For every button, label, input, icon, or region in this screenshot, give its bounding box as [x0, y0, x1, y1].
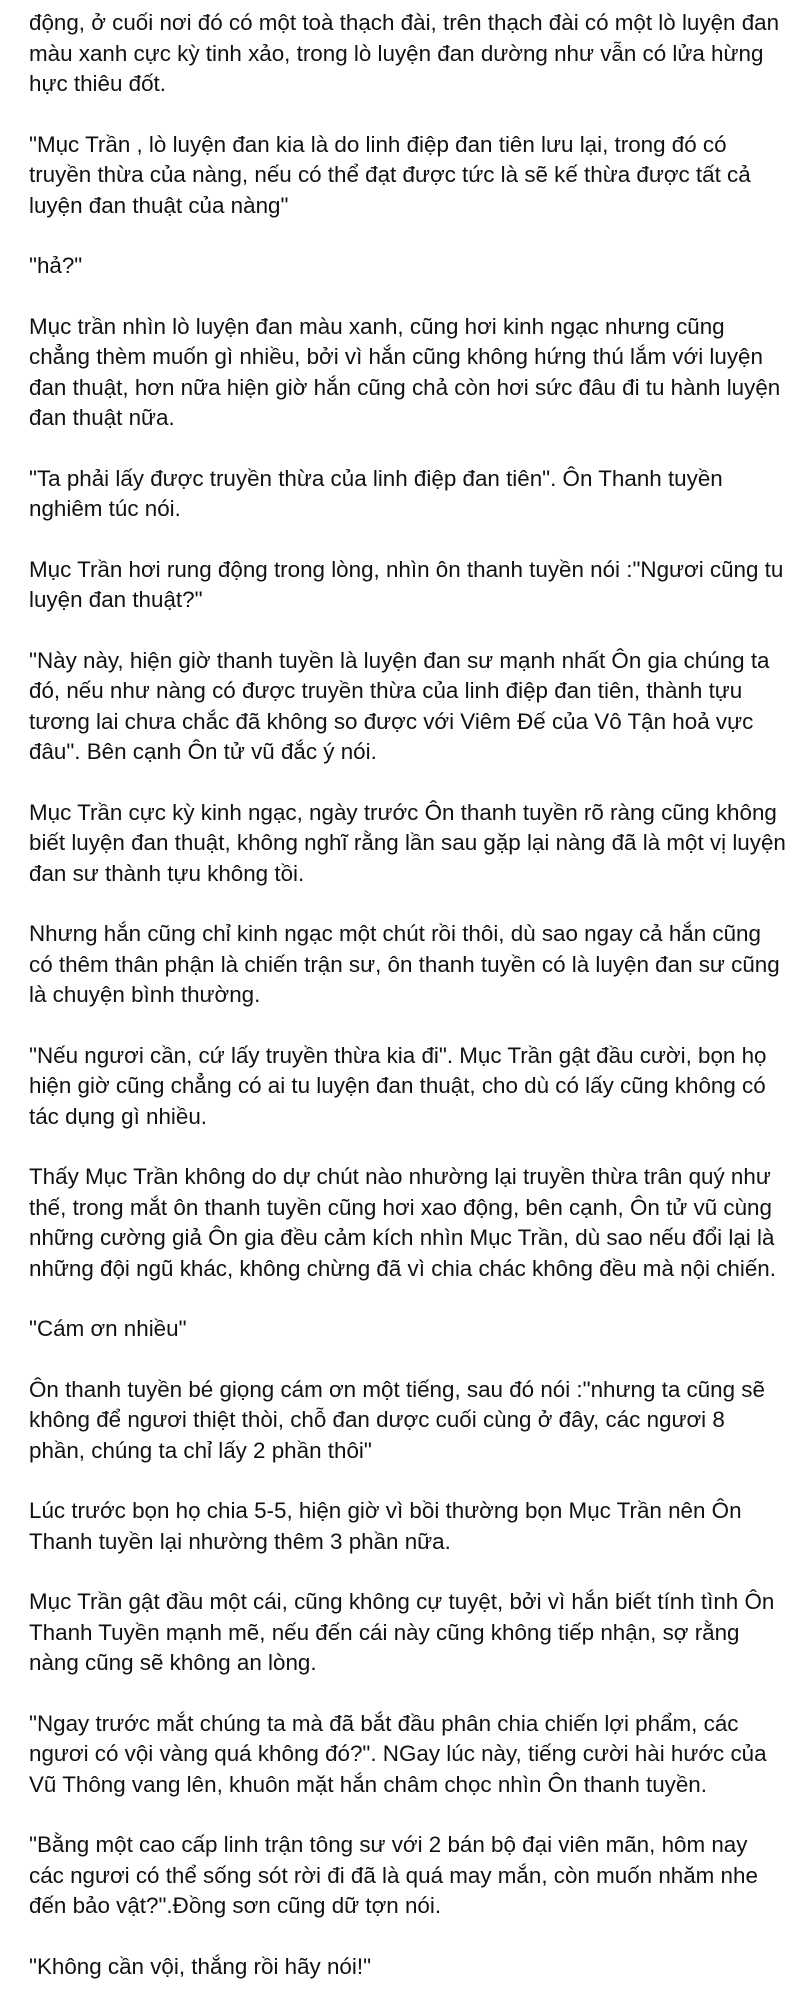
paragraph-7: "Này này, hiện giờ thanh tuyền là luyện đan sư mạnh nhất Ôn gia chúng ta đó, nếu như nàng có được truyền thừa của linh điệp đan tiên, thành tựu tương lai chưa chắc đã không so được với Viêm Đế của Vô Tận hoả vực đâu". Bên cạnh Ôn tử vũ đắc ý nói. — [29, 647, 770, 764]
paragraph-4: Mục trần nhìn lò luyện đan màu xanh, cũng hơi kinh ngạc nhưng cũng chẳng thèm muốn gì nhiều, bởi vì hắn cũng không hứng thú lắm với luyện đan thuật, hơn nữa hiện giờ hắn cũng chả còn hơi sức đâu đi tu hành luyện đan thuật nữa. — [29, 313, 781, 430]
paragraph-15: Mục Trần gật đầu một cái, cũng không cự tuyệt, bởi vì hắn biết tính tình Ôn Thanh Tuyền mạnh mẽ, nếu đến cái này cũng không tiếp nhận, sợ rằng nàng cũng sẽ không an lòng. — [29, 1589, 775, 1675]
paragraph-14: Lúc trước bọn họ chia 5-5, hiện giờ vì bồi thường bọn Mục Trần nên Ôn Thanh tuyền lại nhường thêm 3 phần nữa. — [29, 1498, 742, 1554]
paragraph-12: "Cám ơn nhiều" — [29, 1316, 187, 1341]
paragraph-16: "Ngay trước mắt chúng ta mà đã bắt đầu phân chia chiến lợi phẩm, các ngươi có vội vàng quá không đó?". NGay lúc này, tiếng cười hài hước của Vũ Thông vang lên, khuôn mặt hắn châm chọc nhìn Ôn thanh tuyền. — [29, 1710, 767, 1797]
paragraph-18: "Không cần vội, thắng rồi hãy nói!" — [29, 1953, 372, 1979]
paragraph-5: "Ta phải lấy được truyền thừa của linh điệp đan tiên". Ôn Thanh tuyền nghiêm túc nói. — [29, 465, 723, 521]
paragraph-6: Mục Trần hơi rung động trong lòng, nhìn ôn thanh tuyền nói :"Ngươi cũng tu luyện đan thuật?" — [29, 556, 784, 612]
paragraph-9: Nhưng hắn cũng chỉ kinh ngạc một chút rồi thôi, dù sao ngay cả hắn cũng có thêm thân phận là chiến trận sư, ôn thanh tuyền có là luyện đan sư cũng là chuyện bình thường. — [29, 921, 780, 1007]
paragraph-10: "Nếu ngươi cần, cứ lấy truyền thừa kia đi". Mục Trần gật đầu cười, bọn họ hiện giờ cũng chẳng có ai tu luyện đan thuật, cho dù có lấy cũng không có tác dụng gì nhiều. — [29, 1042, 767, 1129]
paragraph-1: động, ở cuối nơi đó có một toà thạch đài, trên thạch đài có một lò luyện đan màu xanh cực kỳ tinh xảo, trong lò luyện đan dường như vẫn có lửa hừng hực thiêu đốt. — [29, 10, 780, 96]
paragraph-11: Thấy Mục Trần không do dự chút nào nhường lại truyền thừa trân quý như thế, trong mắt ôn thanh tuyền cũng hơi xao động, bên cạnh, Ôn tử vũ cùng những cường giả Ôn gia đều cảm kích nhìn Mục Trần, dù sao nếu đổi lại là những đội ngũ khác, không chừng đã vì chia chác không đều mà nội chiến. — [29, 1164, 776, 1281]
paragraph-8: Mục Trần cực kỳ kinh ngạc, ngày trước Ôn thanh tuyền rõ ràng cũng không biết luyện đan thuật, không nghĩ rằng lần sau gặp lại nàng đã là một vị luyện đan sư thành tựu không tồi. — [29, 799, 786, 886]
paragraph-2: "Mục Trần , lò luyện đan kia là do linh điệp đan tiên lưu lại, trong đó có truyền thừa của nàng, nếu có thể đạt được tức là sẽ kế thừa được tất cả luyện đan thuật của nàng" — [29, 131, 751, 218]
paragraph-3: "hả?" — [29, 253, 83, 278]
paragraph-17: "Bằng một cao cấp linh trận tông sư với 2 bán bộ đại viên mãn, hôm nay các ngươi có thể sống sót rời đi đã là quá may mắn, còn muốn nhăm nhe đến bảo vật?".Đồng sơn cũng dữ tợn nói. — [29, 1832, 758, 1918]
paragraph-13: Ôn thanh tuyền bé giọng cám ơn một tiếng, sau đó nói :"nhưng ta cũng sẽ không để ngươi thiệt thòi, chỗ đan dược cuối cùng ở đây, các ngươi 8 phần, chúng ta chỉ lấy 2 phần thôi" — [29, 1376, 765, 1463]
